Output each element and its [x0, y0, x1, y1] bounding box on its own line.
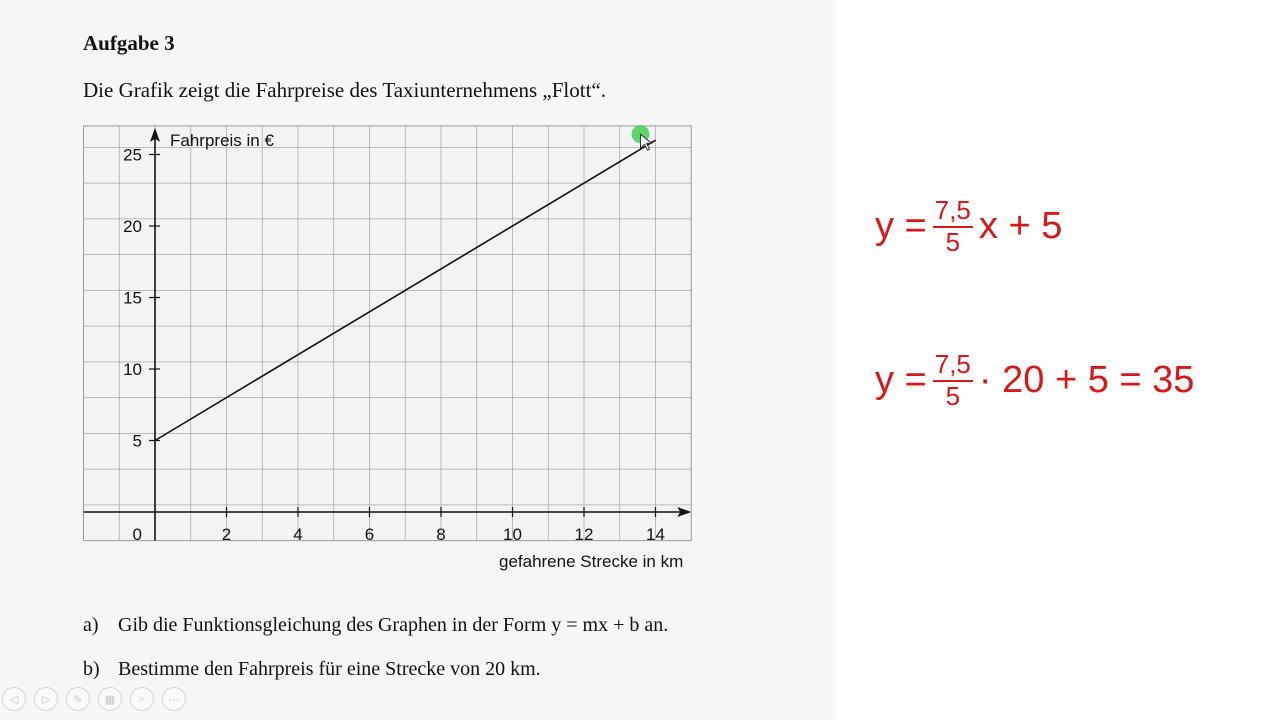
next-slide-button[interactable] — [34, 687, 58, 711]
y-tick-label: 25 — [123, 145, 142, 165]
formula2-fraction — [933, 350, 973, 412]
pen-tool-button[interactable] — [66, 687, 90, 711]
origin-label: 0 — [132, 525, 142, 544]
task-b-text: Bestimme den Fahrpreis für eine Strecke von 20 km. — [118, 658, 541, 680]
presentation-toolbar — [2, 687, 186, 711]
x-tick-label: 14 — [646, 525, 665, 544]
slides-overview-button[interactable] — [98, 687, 122, 711]
y-tick-label: 5 — [132, 431, 142, 451]
x-tick-label: 12 — [574, 525, 594, 544]
task-a-text: Gib die Funktionsgleichung des Graphen in der Form y = mx + b an. — [118, 614, 669, 636]
x-axis-label: gefahrene Strecke in km — [498, 552, 684, 571]
formula1-numerator: 7,5 — [933, 196, 973, 228]
more-options-button[interactable] — [162, 687, 186, 711]
pen-icon: ✎ — [73, 692, 83, 706]
task-a — [83, 614, 668, 637]
formula1-fraction — [933, 196, 973, 258]
task-intro: Die Grafik zeigt die Fahrpreise des Taxiunternehmens „Flott“. — [83, 78, 606, 102]
formula2-numerator: 7,5 — [933, 350, 973, 382]
previous-arrow-icon: ◁ — [9, 692, 19, 706]
formula2-denominator: 5 — [945, 380, 961, 411]
task-heading: Aufgabe 3 — [83, 31, 175, 55]
y-tick-label: 20 — [123, 217, 142, 236]
y-axis-label: Fahrpreis in € — [170, 130, 274, 150]
formula1-rest: x + 5 — [978, 205, 1063, 248]
chart-grid — [84, 126, 692, 541]
x-tick-label: 10 — [503, 525, 522, 544]
zoom-button[interactable] — [130, 687, 154, 711]
x-tick-label: 2 — [221, 525, 232, 544]
grid-icon: ▦ — [104, 692, 116, 706]
formula-fare-calculation — [875, 350, 1194, 412]
x-tick-label: 6 — [364, 525, 375, 544]
x-tick-label: 4 — [293, 525, 303, 544]
magnifier-icon: ⌕ — [138, 692, 146, 705]
formula2-lhs: y = — [875, 359, 927, 402]
grid-frame — [84, 126, 692, 541]
formula2-rest: · 20 + 5 = 35 — [978, 359, 1195, 402]
task-b — [83, 658, 541, 681]
task-a-label: a) — [83, 614, 99, 636]
more-icon: ⋯ — [168, 692, 180, 706]
y-tick-label: 15 — [123, 288, 142, 308]
previous-slide-button[interactable] — [2, 687, 26, 711]
formula1-lhs: y = — [875, 205, 927, 248]
formula1-denominator: 5 — [945, 226, 961, 257]
x-tick-label: 8 — [436, 525, 446, 544]
task-b-label: b) — [83, 658, 100, 680]
y-tick-label: 10 — [123, 360, 142, 379]
formula-function-equation — [875, 196, 1062, 258]
next-arrow-icon: ▷ — [41, 692, 51, 706]
